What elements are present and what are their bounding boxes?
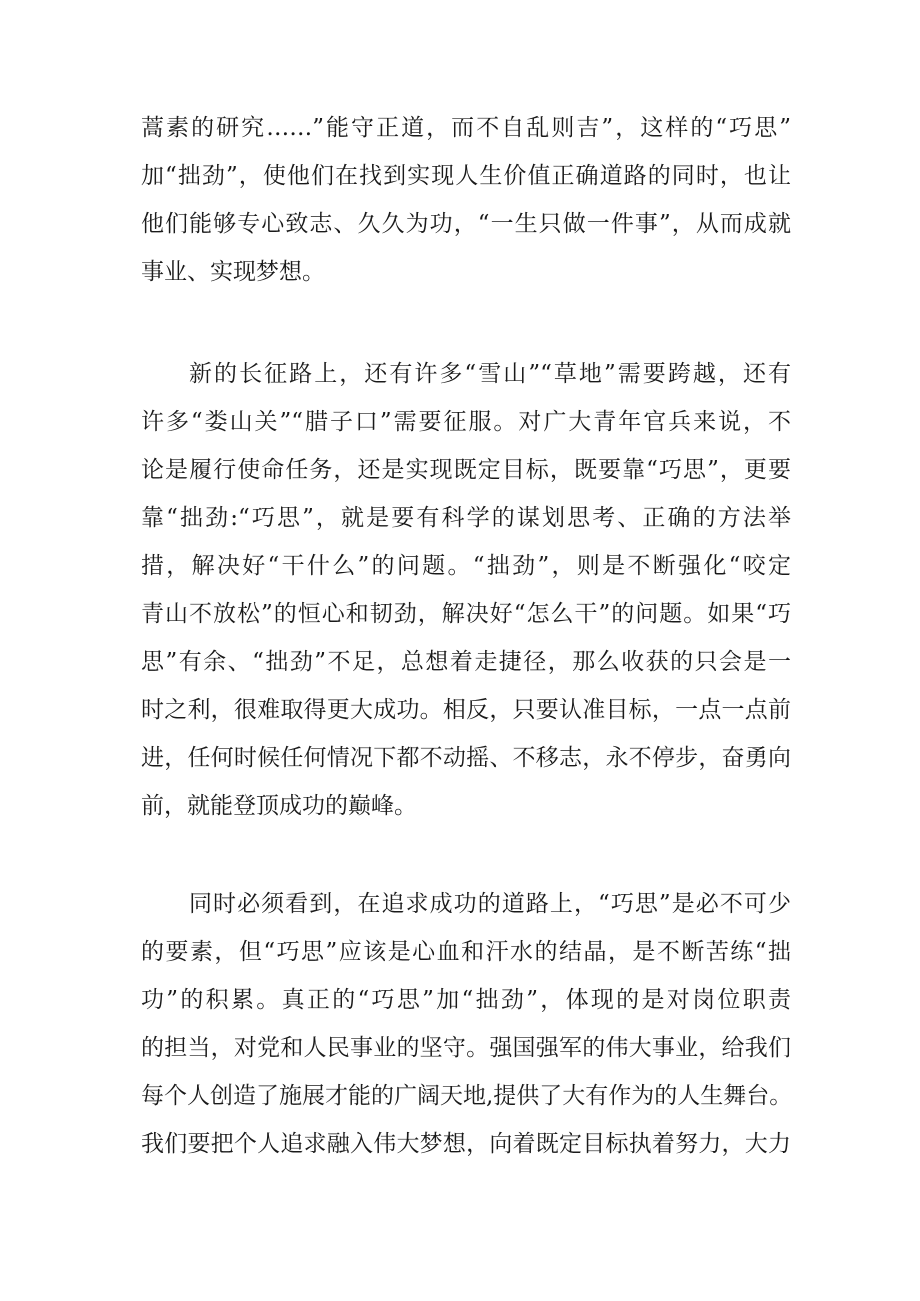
paragraph-line: 新的长征路上，还有许多“雪山”“草地”需要跨越，还有	[189, 361, 791, 387]
paragraph-line: 加“拙劲”，使他们在找到实现人生价值正确道路的同时，也让	[141, 163, 791, 189]
paragraph-line: 思”有余、“拙劲”不足，总想着走捷径，那么收获的只会是一	[141, 649, 791, 675]
paragraph-line: 前，就能登顶成功的巅峰。	[141, 793, 417, 819]
paragraph-line: 功”的积累。真正的“巧思”加“拙劲”，体现的是对岗位职责	[141, 987, 791, 1013]
paragraph-line: 每个人创造了施展才能的广阔天地,提供了大有作为的人生舞台。	[141, 1083, 793, 1109]
paragraph-line: 蒿素的研究……”能守正道，而不自乱则吉”，这样的“巧思”	[141, 115, 791, 141]
paragraph-line: 他们能够专心致志、久久为功，“一生只做一件事”，从而成就	[141, 211, 791, 237]
paragraph-line: 时之利，很难取得更大成功。相反，只要认准目标，一点一点前	[141, 697, 791, 723]
paragraph-line: 进，任何时候任何情况下都不动摇、不移志，永不停步，奋勇向	[141, 745, 791, 771]
paragraph-line: 措，解决好“干什么”的问题。“拙劲”，则是不断强化“咬定	[141, 553, 791, 579]
paragraph-line: 我们要把个人追求融入伟大梦想，向着既定目标执着努力，大力	[141, 1131, 791, 1157]
paragraph-1	[141, 104, 791, 296]
paragraph-line: 青山不放松”的恒心和韧劲，解决好“怎么干”的问题。如果“巧	[141, 601, 791, 627]
paragraph-2	[141, 350, 791, 830]
paragraph-line: 的要素，但“巧思”应该是心血和汗水的结晶，是不断苦练“拙	[141, 939, 791, 965]
paragraph-line: 许多“娄山关”“腊子口”需要征服。对广大青年官兵来说，不	[141, 409, 791, 435]
paragraph-line: 论是履行使命任务，还是实现既定目标，既要靠“巧思”，更要	[141, 457, 791, 483]
paragraph-3	[141, 880, 791, 1168]
paragraph-line: 的担当，对党和人民事业的坚守。强国强军的伟大事业，给我们	[141, 1035, 791, 1061]
paragraph-line: 同时必须看到，在追求成功的道路上，“巧思”是必不可少	[189, 891, 791, 917]
paragraph-line: 事业、实现梦想。	[141, 259, 325, 285]
paragraph-line: 靠“拙劲:“巧思”，就是要有科学的谋划思考、正确的方法举	[141, 505, 791, 531]
